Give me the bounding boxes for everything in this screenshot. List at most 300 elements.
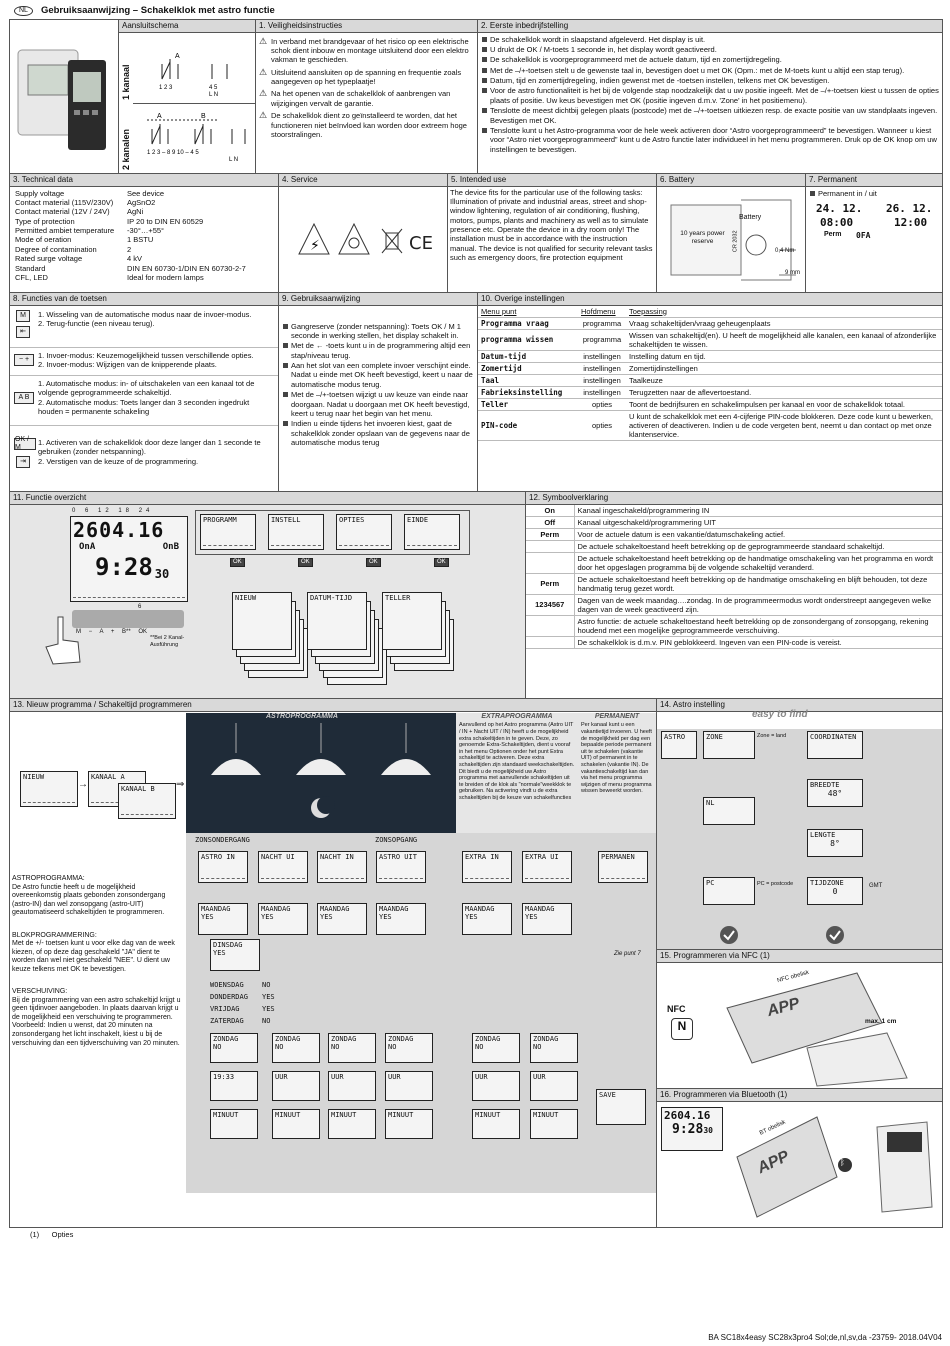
svg-text:L N: L N <box>209 92 219 98</box>
tech-key: Contact material (115V/230V) <box>15 197 114 207</box>
symbol: 1234567 <box>526 594 574 615</box>
application: Vraag schakeltijden/vraag geheugenplaats <box>626 317 942 329</box>
col-header: Menu punt <box>478 306 578 318</box>
section-heading: 14. Astro instelling <box>657 699 942 712</box>
svg-text:B: B <box>201 113 206 120</box>
lcd-text: TIJDZONE <box>810 879 844 887</box>
first-use-step: Datum, tijd en zomertijdregeling, indien gewenst met de -toetsen instellen, telkens met OK bevestigen. <box>481 76 939 85</box>
sunday-lcd <box>530 1033 578 1063</box>
section-heading: 4. Service <box>279 174 447 187</box>
keypad-note: **Bei 2 Kanal-Ausführung <box>150 635 185 648</box>
usage-step: Indien u einde tijdens het invoeren kiest, gaat de schakelklok zonder opslaan van de gegevens naar de automatische modus terug <box>282 419 474 447</box>
tech-row <box>15 226 273 235</box>
tech-row <box>15 198 273 207</box>
minute-lcd <box>328 1109 376 1139</box>
lcd-bar <box>271 545 321 547</box>
lcd-value: NO <box>275 1043 284 1052</box>
main-menu: programma <box>578 329 626 350</box>
sunday-lcd <box>385 1033 433 1063</box>
section-heading: 9. Gebruiksaanwijzing <box>279 293 477 306</box>
lcd-value: NO <box>331 1043 340 1052</box>
key-row <box>10 308 278 348</box>
symbol-row <box>526 615 942 636</box>
timeline-scale: 0 6 12 18 24 <box>72 508 154 514</box>
lcd-text: 19:33 <box>213 1073 235 1081</box>
save-lcd <box>596 1089 646 1125</box>
minute-lcd <box>385 1109 433 1139</box>
keypad[interactable] <box>72 610 184 628</box>
tech-row <box>15 273 273 282</box>
tech-key: Rated surge voltage <box>15 254 83 264</box>
section-heading: 15. Programmeren via NFC (1) <box>657 950 942 963</box>
section-heading: 12. Symboolverklaring <box>526 492 942 505</box>
extra-text: Aanvullend op het Astro programma (Astro UIT / IN + Nacht UIT / IN) heeft u de mogelijkheid extra schakeltijden in te geven. Deze, zo genoemde Extra-Schakeltijden, dient u vooraf in het menu Optionen onder het punt Extra schakeltijd te activeren. Deze extra schakeltijden zijn standaard weekschakeltijden. Dit biedt u de mogelijkheid uw Astro programma met aanvullende schakeltijden uit te breiden of de klok als "normale"weekklok te gebruiken. Na activering vindt u de extra schakeltijden bij de keuze van schakelfuncties <box>459 722 575 801</box>
lcd-latitude <box>807 779 863 807</box>
lcd-coordinates <box>807 731 863 759</box>
program-type-lcd <box>198 851 248 883</box>
symbol-row <box>526 636 942 648</box>
see-point-7: Zie punt 7 <box>614 951 641 957</box>
overview-menu-lcd <box>268 514 324 550</box>
main-menu: programma <box>578 317 626 329</box>
minute-lcd <box>210 1109 258 1139</box>
main-menu: instellingen <box>578 386 626 398</box>
section-heading: 11. Functie overzicht <box>10 492 525 505</box>
certification-symbols <box>294 219 439 259</box>
lcd-value: YES <box>213 949 226 958</box>
application: Instelling datum en tijd. <box>626 350 942 362</box>
lcd-text: BREEDTE <box>810 781 840 789</box>
astro-setting-area <box>657 729 942 950</box>
section-heading: 1. Veiligheidsinstructies <box>256 20 477 33</box>
symbol-description: Dagen van de week maandag….zondag. In de programmeermodus wordt onderstreept aangegeven welke dagen van de week geactiveerd zijn. <box>574 594 942 615</box>
channel-key-icon: A B <box>14 392 34 404</box>
wiring-schematic <box>137 34 255 174</box>
lcd-bar <box>465 878 509 880</box>
weekday-label: WOENSDAG <box>210 981 244 989</box>
lcd-text: MINUUT <box>388 1111 414 1119</box>
application: Wissen van schakeltijd(en). U heeft de mogelijkheid alle kanalen, een kanaal of afzonderlijke schakeltijden te wissen. <box>626 329 942 350</box>
tech-key: Mode of oeration <box>15 235 72 245</box>
lcd-value: NO <box>388 1043 397 1052</box>
section-heading: 2. Eerste inbedrijfstelling <box>478 20 942 33</box>
device-photo <box>10 20 119 174</box>
sunday-lcd <box>272 1033 320 1063</box>
block-program-text: Met de +/- toetsen kunt u voor elke dag van de week kiezen, of op deze dag geschakeld "JA" dient te worden dan wel niet geschakeld "NEE". U dient uw keuze telkens met OK te bevestigen. <box>12 940 175 973</box>
settings-row <box>478 398 942 410</box>
bt-app-label: APP <box>754 1147 792 1178</box>
program-type-lcd <box>258 851 308 883</box>
settings-row <box>478 350 942 362</box>
block-program-title: BLOKPROGRAMMERING: <box>12 931 97 939</box>
lcd-text: MINUUT <box>213 1111 239 1119</box>
lcd-text: UUR <box>275 1073 288 1081</box>
lcd-text: UUR <box>388 1073 401 1081</box>
key-description: 1. Automatische modus: in- of uitschakelen van een kanaal tot de volgende geprogrammeerde schakeltijd. <box>38 379 255 398</box>
svg-text:1 2 3 – 8 9 10 – 4 5: 1 2 3 – 8 9 10 – 4 5 <box>147 150 199 156</box>
lcd-bar <box>525 878 569 880</box>
overview-submenu-lcd <box>232 592 292 650</box>
section-permanent <box>805 173 943 293</box>
symbol-description: Astro functie: de actuele schakeltoestand heeft betrekking op de zonsondergang of zonsopgang, rekening houdend met een mogelijke geprogrammeerde verschuiving. <box>574 615 942 636</box>
permanent-time-end: 12:00 <box>894 216 928 229</box>
lcd-text: PERMANEN <box>601 853 635 861</box>
lcd-text: INSTELL <box>271 516 301 524</box>
tech-value: IP 20 to DIN EN 60529 <box>127 216 204 226</box>
settings-row <box>478 410 942 440</box>
menu-item: PIN-code <box>478 410 578 440</box>
lcd-text: UUR <box>533 1073 546 1081</box>
svg-text:A: A <box>157 113 162 120</box>
section-nfc <box>656 949 943 1089</box>
lcd-text: UUR <box>331 1073 344 1081</box>
lcd-text: DATUM-TIJD <box>310 594 353 602</box>
lcd-text: MAANDAG <box>201 905 231 913</box>
safety-warning: ⚠ De schakelklok dient zo geïnstalleerd te worden, dat het functioneren niet beïnvloed kan worden door extreem hoge stoorstralingen. <box>259 111 474 139</box>
weekday-value: YES <box>262 993 275 1001</box>
usage-step: Met de –/+-toetsen wijzigt u uw keuze van einde naar doorgaan. Nadat u doorgaan met OK heeft bevestigd, keert u terug naar het begin van het menu. <box>282 390 474 418</box>
arrow-right-icon: → <box>78 779 88 790</box>
settings-row <box>478 386 942 398</box>
bt-lcd-display <box>661 1107 723 1151</box>
tuesday-lcd <box>210 939 260 971</box>
permanent-time-start: 08:00 <box>820 216 854 229</box>
sunday-lcd <box>210 1033 258 1063</box>
ok-button[interactable]: OK <box>230 558 245 567</box>
symbol-description: De actuele schakeltoestand heeft betrekking op de geprogrammeerde standaard schakeltijd. <box>574 540 942 552</box>
tech-value: See device <box>127 188 165 198</box>
lcd-bar <box>601 878 645 880</box>
section-heading: 10. Overige instellingen <box>478 293 942 306</box>
symbol-description: De schakelklok is d.m.v. PIN geblokkeerd. Ingeven van een PIN-code is vereist. <box>574 636 942 648</box>
zone-note: Zone = land <box>757 733 787 739</box>
lcd-value: 8° <box>830 839 840 849</box>
lcd-date: 2604.16 <box>73 518 165 542</box>
menu-item: programma wissen <box>478 329 578 350</box>
main-menu: instellingen <box>578 350 626 362</box>
symbol <box>526 540 574 552</box>
lcd-text: PROGRAMM <box>203 516 237 524</box>
lcd-text: MAANDAG <box>525 905 555 913</box>
main-menu: opties <box>578 398 626 410</box>
lcd-time: 9:28 <box>95 552 153 581</box>
section-service <box>278 173 448 293</box>
symbol-row <box>526 540 942 552</box>
lcd-text: MINUUT <box>475 1111 501 1119</box>
tech-value: 4 kV <box>127 254 143 264</box>
first-use-step: U drukt de OK / M-toets 1 seconde in, het display wordt geactiveerd. <box>481 45 939 54</box>
overview-menu-lcd <box>336 514 392 550</box>
section-usage <box>278 292 478 492</box>
nfc-distance: max. 1 cm <box>865 1018 897 1025</box>
program-flow-area <box>186 833 656 1193</box>
symbol: Perm <box>526 573 574 594</box>
tech-row <box>15 254 273 263</box>
lcd-text: UUR <box>475 1073 488 1081</box>
safety-warning: ⚠ Na het openen van de schakelklok of aanbrengen van wijzigingen vervalt de garantie. <box>259 89 474 108</box>
minute-lcd <box>272 1109 320 1139</box>
section-new-program <box>9 698 657 1228</box>
ok-button[interactable]: OK <box>434 558 449 567</box>
section-key-functions <box>9 292 279 492</box>
main-menu: instellingen <box>578 374 626 386</box>
hour-lcd <box>385 1071 433 1101</box>
technical-data-table <box>10 187 278 285</box>
symbol-row <box>526 516 942 528</box>
intended-use-text: The device fits for the particular use of the following tasks: Illumination of private and industrial areas, street and shop-window lightening, regulation of air conditioning, flushing, motors, pumps, plants and machinery as well as to simulate presence etc. Operate the device in a dry room only! The installation must be in accordance with the instruction manual. The device is not qualified for security relevant tasks such as emergency doors, fire protection equipment <box>450 187 653 263</box>
menu-item: Datum-tijd <box>478 350 578 362</box>
gmt-label: GMT <box>869 883 883 889</box>
menu-item: Programma vraag <box>478 317 578 329</box>
key-description: 2. Verstigen van de keuze of de programmering. <box>38 456 199 466</box>
key-row <box>10 426 278 488</box>
section-technical-data <box>9 173 279 293</box>
key-description: 1. Invoer-modus: Keuzemogelijkheid tussen verschillende opties. <box>38 351 254 360</box>
lcd-time: 9:28 <box>672 1122 704 1138</box>
strip-length-label: 9 mm <box>785 270 800 276</box>
key-row <box>10 348 278 376</box>
lcd-date: 2604.16 <box>664 1109 711 1122</box>
col-header: Toepassing <box>626 306 942 318</box>
lcd-text: ZONDAG <box>533 1035 559 1043</box>
tech-row <box>15 189 273 198</box>
lcd-value: YES <box>261 913 274 922</box>
symbol-row <box>526 528 942 540</box>
lcd-longitude <box>807 829 863 857</box>
hour-lcd <box>210 1071 258 1101</box>
lcd-kanaal-b <box>118 783 176 819</box>
lcd-text: ZONDAG <box>475 1035 501 1043</box>
symbol <box>526 636 574 648</box>
battery-label: Battery <box>739 214 762 221</box>
tech-value: DIN EN 60730-1/DIN EN 60730-2-7 <box>127 263 246 273</box>
weekday-value: NO <box>262 981 271 989</box>
key-description: 1. Activeren van de schakelklok door deze langer dan 1 seconde te gebruiken (zonder netspanning). <box>38 438 261 457</box>
lcd-value: YES <box>465 913 478 922</box>
safety-warning: ⚠ Uitsluitend aansluiten op de spanning en frequentie zoals aangegeven op het typeplaatje! <box>259 68 474 87</box>
nfc-phone-illustration <box>707 968 937 1088</box>
lcd-astro: ASTRO <box>661 731 697 759</box>
nfc-icon: N <box>671 1018 693 1040</box>
symbol-row <box>526 573 942 594</box>
symbol-description: De actuele schakeltoestand heeft betrekking op de handmatige omschakeling en blijft behouden, tot deze handmatig terug gezet wordt. <box>574 573 942 594</box>
tech-value: -30°…+55° <box>127 226 165 236</box>
sunrise-label: ZONSOPGANG <box>375 836 418 844</box>
lcd-timezone <box>807 877 863 905</box>
program-type-lcd <box>317 851 367 883</box>
enter-key-icon: ⇥ <box>16 456 30 468</box>
arrow-right-icon: ⇒ <box>176 779 185 790</box>
back-key-icon: ⇤ <box>16 326 30 338</box>
hour-lcd <box>530 1071 578 1101</box>
lcd-value: 48° <box>827 789 843 799</box>
overview-menu-lcd <box>404 514 460 550</box>
lcd-value: NO <box>475 1043 484 1052</box>
svg-text:⚡: ⚡ <box>310 237 320 253</box>
section-wiring-diagram <box>118 19 256 174</box>
lcd-text: ZONDAG <box>213 1035 239 1043</box>
program-type-lcd <box>462 851 512 883</box>
section-heading: 13. Nieuw programma / Schakeltijd programmeren <box>10 699 656 712</box>
section-heading: 7. Permanent <box>806 174 942 187</box>
permanent-title: PERMANENT <box>594 713 640 720</box>
lcd-bar <box>261 878 305 880</box>
section-heading: 8. Functies van de toetsen <box>10 293 278 306</box>
lcd-text: MINUUT <box>533 1111 559 1119</box>
symbol: Perm <box>526 528 574 540</box>
torque-label: 0,4 Nm <box>775 248 795 254</box>
section-bluetooth <box>656 1088 943 1228</box>
section-symbols <box>525 491 943 699</box>
lcd-postcode <box>703 877 755 905</box>
svg-text:1 2 3: 1 2 3 <box>159 85 173 91</box>
nfc-label: NFC <box>667 1004 686 1014</box>
page-header <box>14 4 950 18</box>
lcd-text: NIEUW <box>23 773 45 781</box>
section-heading: Aansluitschema <box>119 20 255 33</box>
lcd-text: MINUUT <box>275 1111 301 1119</box>
usage-step: Gangreserve (zonder netspanning): Toets OK / M 1 seconde in werking stellen, het display schakelt in. <box>282 322 474 341</box>
settings-row <box>478 362 942 374</box>
section-heading: 16. Programmeren via Bluetooth (1) <box>657 1089 942 1102</box>
postcode-note: PC = postcode <box>757 881 794 887</box>
application: Zomertijdinstellingen <box>626 362 942 374</box>
lcd-bar <box>339 545 389 547</box>
symbol: On <box>526 505 574 517</box>
key-description: 1. Wisseling van de automatische modus naar de invoer-modus. <box>38 310 252 319</box>
first-use-step: Tenslotte de meest dichtbij gelegen plaats (postcode) met de –/+-toetsen uitkiezen resp. de exacte positie van uw standplaats ingeven. Bevestigen met OK. <box>481 106 939 125</box>
battery-type: CR 2032 <box>732 230 739 253</box>
main-menu: instellingen <box>578 362 626 374</box>
section-other-settings <box>477 292 943 492</box>
lcd-text: ASTRO UIT <box>379 853 417 861</box>
hour-lcd <box>472 1071 520 1101</box>
tech-key: Type of protection <box>15 216 75 226</box>
sunday-lcd <box>328 1033 376 1063</box>
astro-illustration <box>186 713 456 833</box>
tech-row <box>15 217 273 226</box>
lcd-seconds: 30 <box>154 567 170 582</box>
nfc-brand: NFC obelisk <box>776 969 810 985</box>
main-menu: opties <box>578 410 626 440</box>
label-1-channel: 1 kanaal <box>121 64 131 100</box>
weekday-value: YES <box>262 1005 275 1013</box>
lcd-bar <box>203 545 253 547</box>
lcd-text: MAANDAG <box>379 905 409 913</box>
tech-key: Supply voltage <box>15 188 65 198</box>
perm-label: Perm <box>824 231 842 238</box>
document-reference: BA SC18x4easy SC28x3pro4 Sol;de,nl,sv,da -23759- 2018.04V04 <box>708 1333 942 1342</box>
minus-plus-key-icon: − + <box>14 354 34 366</box>
lcd-text: KANAAL B <box>121 785 155 793</box>
easy-to-find-label: easy to find <box>752 709 808 720</box>
section-intended-use <box>447 173 657 293</box>
lcd-value: 0 <box>832 887 838 897</box>
day-lcd <box>258 903 308 935</box>
weekday-label: ZATERDAG <box>210 1017 244 1025</box>
lcd-seconds: 30 <box>703 1126 713 1136</box>
first-use-step: Voor de astro functionaliteit is het bij de volgende stap noodzakelijk dat u uw positie ingeeft. Met de –/+-toetsen kiest u tussen de opties plaats of positie. Uw keus bevestigen met OK (positie ingeven d.m.v. 'Zone' in het positiemenu). <box>481 86 939 105</box>
keypad-labels: M − A + B** OK <box>76 629 148 635</box>
lcd-text: MAANDAG <box>261 905 291 913</box>
ok-button[interactable]: OK <box>298 558 313 567</box>
extra-title: EXTRAPROGRAMMA <box>481 713 553 720</box>
application: Toont de bedrijfsuren en schakelimpulsen per kanaal en voor de schakelklok totaal. <box>626 398 942 410</box>
confirm-check-icons <box>717 924 897 946</box>
main-lcd-display <box>70 516 188 602</box>
safety-warning: ⚠ In verband met brandgevaar of het risico op een elektrische schok dient inbouw en montage uitsluitend door een elektro vakman te geschieden. <box>259 37 474 65</box>
day-lcd <box>376 903 426 935</box>
lcd-text: NACHT IN <box>320 853 354 861</box>
svg-text:CE: CE <box>409 233 433 254</box>
lcd-text: NACHT UI <box>261 853 295 861</box>
lcd-text: DINSDAG <box>213 941 243 949</box>
section-battery <box>656 173 806 293</box>
document-title: Gebruiksaanwijzing – Schakelklok met astro functie <box>40 5 275 17</box>
astro-title: ASTROPROGRAMMA <box>266 713 338 720</box>
settings-table <box>478 306 942 441</box>
footnote: (1) Opties <box>30 1230 74 1239</box>
lcd-text: ZONDAG <box>275 1035 301 1043</box>
symbol-row <box>526 552 942 573</box>
first-use-step: De schakelklok wordt in slaapstand afgeleverd. Het display is uit. <box>481 35 939 44</box>
day-lcd <box>462 903 512 935</box>
symbol-description: Voor de actuele datum is een vakantie/datumschakeling actief. <box>574 528 942 540</box>
weekday-label: VRIJDAG <box>210 1005 240 1013</box>
overview-submenu-lcd <box>307 592 367 650</box>
lcd-value: YES <box>379 913 392 922</box>
lcd-text: ZONDAG <box>388 1035 414 1043</box>
ok-button[interactable]: OK <box>366 558 381 567</box>
col-header: Hofdmenu <box>578 306 626 318</box>
first-use-step: Met de –/+-toetsen stelt u de gewenste taal in, bevestigen doet u met OK (Opm.: met de M-toets kunt u altijd een stap terug). <box>481 66 939 75</box>
day-lcd <box>198 903 248 935</box>
astro-program-title: ASTROPROGRAMMA: <box>12 875 85 882</box>
app-label: APP <box>765 995 802 1020</box>
key-description: 2. Invoer-modus: Wijzigen van de knipperende plaats. <box>38 360 217 370</box>
lcd-text: MAANDAG <box>320 905 350 913</box>
lcd-six-marker: 6 <box>138 604 142 610</box>
svg-text:L N: L N <box>229 157 239 163</box>
menu-item: Teller <box>478 398 578 410</box>
program-type-lcd <box>522 851 572 883</box>
application: U kunt de schakelklok met een 4-cijferige PIN-code blokkeren. Deze code kunt u bewerken, activeren of deactiveren. Indien u de code vergeten bent, neemt u dan contact op met onze klantenservice. <box>626 410 942 440</box>
lcd-text: ZONE <box>706 733 723 741</box>
menu-item: Zomertijd <box>478 362 578 374</box>
lcd-channel-a: OnA <box>79 542 96 552</box>
language-badge: NL <box>14 6 33 16</box>
symbol-row <box>526 594 942 615</box>
svg-text:4 5: 4 5 <box>209 85 218 91</box>
symbol-table <box>526 505 942 649</box>
tech-value: Ideal for modern lamps <box>127 272 204 282</box>
usage-step: Aan het slot van een complete invoer verschijnt einde. Nadat u einde met OK heeft bevestigd, keert u naar de automatische modus terug. <box>282 361 474 389</box>
lcd-text: SAVE <box>599 1091 616 1099</box>
lcd-text: MINUUT <box>331 1111 357 1119</box>
tech-row <box>15 235 273 244</box>
lcd-text: LENGTE <box>810 831 836 839</box>
settings-row <box>478 317 942 329</box>
tech-value: 2 <box>127 244 132 254</box>
lcd-bar <box>201 878 245 880</box>
usage-step: Met de ← -toets kunt u in de programmering altijd een stap/niveau terug. <box>282 341 474 360</box>
lcd-country <box>703 797 755 825</box>
application: Taalkeuze <box>626 374 942 386</box>
symbol-description: Kanaal ingeschakeld/programmering IN <box>574 505 942 517</box>
lcd-text: NL <box>706 799 715 807</box>
symbol-description: Kanaal uitgeschakeld/programmering UIT <box>574 516 942 528</box>
minute-lcd <box>530 1109 578 1139</box>
